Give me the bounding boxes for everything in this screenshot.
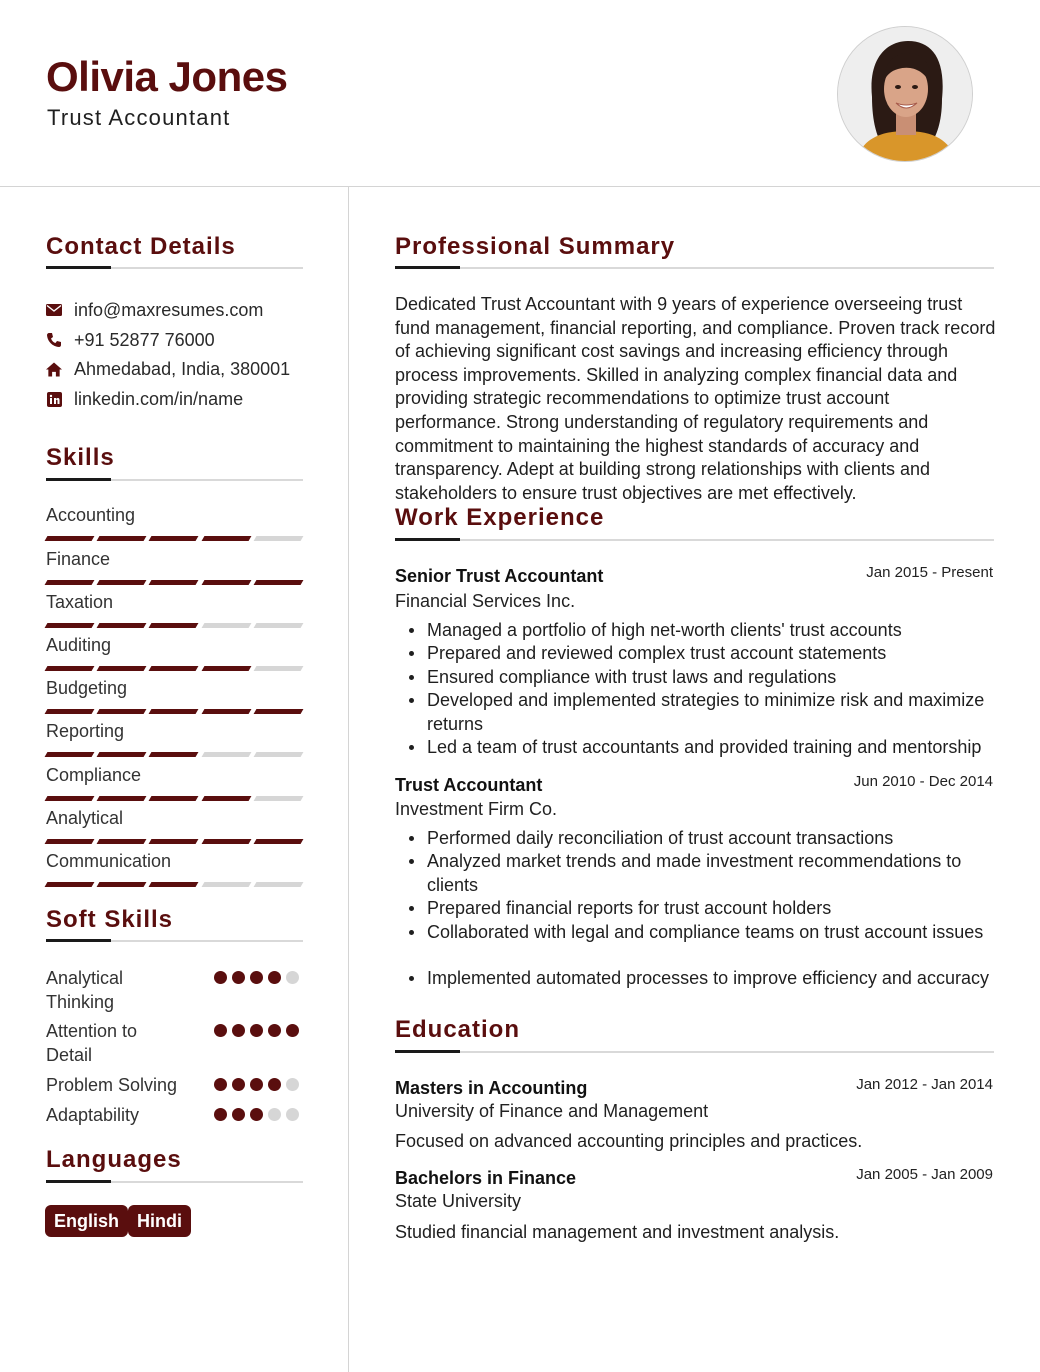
rating-dot <box>286 1078 299 1091</box>
experience-heading-rule <box>395 539 994 541</box>
contact-address <box>46 357 290 381</box>
envelope-icon <box>46 302 62 318</box>
degree-title: Masters in Accounting <box>395 1078 588 1098</box>
languages-heading: Languages <box>46 1146 182 1173</box>
phone-icon <box>46 332 62 348</box>
skill-label: Accounting <box>46 505 136 525</box>
skill-level-segment <box>45 839 95 844</box>
contact-heading-rule <box>46 267 303 269</box>
soft-skill-label: Problem Solving <box>46 1075 178 1095</box>
skill-level-segment <box>45 666 95 671</box>
rating-dot <box>232 1024 245 1037</box>
skill-level-segment <box>97 666 147 671</box>
soft-skill-label: Attention to Detail <box>46 1021 138 1065</box>
profile-photo-illustration <box>838 27 973 162</box>
contact-email[interactable] <box>46 298 263 322</box>
skill-label: Budgeting <box>46 678 128 698</box>
skills-heading: Skills <box>46 444 115 471</box>
rating-dot <box>232 971 245 984</box>
skill-level-segment <box>201 580 251 585</box>
skill-level-segment <box>253 796 303 801</box>
profile-photo <box>837 26 973 162</box>
skill-level-segment <box>97 839 147 844</box>
skill-level-segment <box>201 623 251 628</box>
skill-level-segment <box>253 882 303 887</box>
skill-level-segment <box>201 666 251 671</box>
job-bullet: Managed a portfolio of high net-worth clients' trust accounts <box>409 619 1004 642</box>
skill-level-segment <box>149 752 199 757</box>
contact-linkedin-text: linkedin.com/in/name <box>74 388 244 409</box>
job-bullet: Led a team of trust accountants and provided training and mentorship <box>409 736 1004 759</box>
column-divider <box>348 187 349 1372</box>
soft-skills-heading-rule <box>46 940 303 942</box>
skill-label: Reporting <box>46 721 125 741</box>
rating-dot <box>250 1078 263 1091</box>
contact-phone-text: +91 52877 76000 <box>74 329 215 350</box>
skill-level-segment <box>201 752 251 757</box>
job-bullet: Performed daily reconciliation of trust account transactions <box>409 827 1004 850</box>
skill-level-segment <box>253 623 303 628</box>
soft-skills-heading: Soft Skills <box>46 906 174 933</box>
rating-dot <box>268 1078 281 1091</box>
job-date: Jun 2010 - Dec 2014 <box>853 773 993 790</box>
language-badge: Hindi <box>128 1205 191 1237</box>
rating-dot <box>268 1024 281 1037</box>
job-bullet: Prepared financial reports for trust account holders <box>409 897 1004 920</box>
rating-dot <box>214 971 227 984</box>
job-bullet: Collaborated with legal and compliance teams on trust account issues <box>409 921 1004 944</box>
skill-level-segment <box>97 536 147 541</box>
rating-dot <box>232 1108 245 1121</box>
skill-level-segment <box>45 623 95 628</box>
skill-level-segment <box>45 580 95 585</box>
rating-dot <box>250 1108 263 1121</box>
rating-dot <box>268 1108 281 1121</box>
rating-dot <box>250 971 263 984</box>
skill-level-segment <box>253 709 303 714</box>
skill-level-segment <box>253 839 303 844</box>
skill-level-bar <box>46 752 302 757</box>
soft-skill-rating <box>214 1108 299 1121</box>
skill-level-bar <box>46 839 302 844</box>
job-date: Jan 2015 - Present <box>866 564 993 581</box>
rating-dot <box>232 1078 245 1091</box>
home-icon <box>46 361 62 377</box>
rating-dot <box>214 1078 227 1091</box>
skill-level-segment <box>253 752 303 757</box>
soft-skill-label: Adaptability <box>46 1105 140 1125</box>
skill-level-segment <box>97 623 147 628</box>
skill-level-bar <box>46 623 302 628</box>
skill-level-segment <box>45 796 95 801</box>
languages-heading-rule <box>46 1181 303 1183</box>
job-bullet: Developed and implemented strategies to minimize risk and maximize returns <box>409 689 1004 736</box>
skill-level-bar <box>46 580 302 585</box>
skill-level-segment <box>253 580 303 585</box>
skill-level-segment <box>45 882 95 887</box>
skill-level-segment <box>253 536 303 541</box>
school-name: University of Finance and Management <box>395 1101 709 1121</box>
job-bullet: Analyzed market trends and made investment recommendations to clients <box>409 850 1004 897</box>
degree-description: Studied financial management and investment analysis. <box>395 1222 840 1242</box>
candidate-title: Trust Accountant <box>47 105 231 130</box>
skill-label: Communication <box>46 851 172 871</box>
job-title: Trust Accountant <box>395 775 543 795</box>
contact-address-text: Ahmedabad, India, 380001 <box>74 358 291 379</box>
contact-heading: Contact Details <box>46 233 236 260</box>
education-heading: Education <box>395 1016 521 1043</box>
rating-dot <box>286 971 299 984</box>
rating-dot <box>214 1024 227 1037</box>
skill-level-segment <box>149 536 199 541</box>
experience-heading: Work Experience <box>395 504 605 531</box>
skill-label: Analytical <box>46 808 124 828</box>
skill-level-segment <box>149 623 199 628</box>
soft-skill-rating <box>214 971 299 984</box>
job-bullet: Prepared and reviewed complex trust account statements <box>409 642 1004 665</box>
skills-heading-rule <box>46 479 303 481</box>
linkedin-icon <box>46 391 62 407</box>
skill-level-segment <box>97 752 147 757</box>
job-bullets <box>409 827 1004 990</box>
school-name: State University <box>395 1191 522 1211</box>
soft-skill-rating <box>214 1024 299 1037</box>
skill-level-segment <box>45 752 95 757</box>
skill-level-segment <box>97 796 147 801</box>
job-bullet: Ensured compliance with trust laws and regulations <box>409 666 1004 689</box>
summary-heading: Professional Summary <box>395 233 676 260</box>
job-bullet: Implemented automated processes to improve efficiency and accuracy <box>409 967 1004 990</box>
skill-level-segment <box>97 580 147 585</box>
degree-title: Bachelors in Finance <box>395 1168 577 1188</box>
soft-skill-rating <box>214 1078 299 1091</box>
rating-dot <box>286 1024 299 1037</box>
job-bullets <box>409 619 1004 759</box>
skill-level-segment <box>201 882 251 887</box>
skill-label: Auditing <box>46 635 112 655</box>
soft-skill-label: Analytical Thinking <box>46 968 124 1012</box>
degree-date: Jan 2012 - Jan 2014 <box>856 1076 993 1093</box>
degree-description: Focused on advanced accounting principles and practices. <box>395 1131 863 1151</box>
degree-date: Jan 2005 - Jan 2009 <box>856 1166 993 1183</box>
skill-label: Compliance <box>46 765 142 785</box>
skill-label: Taxation <box>46 592 114 612</box>
candidate-name: Olivia Jones <box>46 53 288 100</box>
language-badge: English <box>45 1205 128 1237</box>
contact-phone[interactable] <box>46 328 215 352</box>
skill-level-segment <box>201 839 251 844</box>
rating-dot <box>250 1024 263 1037</box>
skill-level-segment <box>149 796 199 801</box>
job-company: Financial Services Inc. <box>395 591 576 611</box>
skill-level-bar <box>46 666 302 671</box>
skill-level-segment <box>149 839 199 844</box>
job-title: Senior Trust Accountant <box>395 566 604 586</box>
skill-level-segment <box>253 666 303 671</box>
contact-linkedin[interactable] <box>46 387 243 411</box>
skill-level-segment <box>149 580 199 585</box>
skill-label: Finance <box>46 549 111 569</box>
rating-dot <box>286 1108 299 1121</box>
rating-dot <box>214 1108 227 1121</box>
contact-email-text: info@maxresumes.com <box>74 299 264 320</box>
skill-level-bar <box>46 536 302 541</box>
education-heading-rule <box>395 1051 994 1053</box>
skill-level-segment <box>149 666 199 671</box>
skill-level-segment <box>149 709 199 714</box>
skill-level-segment <box>149 882 199 887</box>
skill-level-bar <box>46 709 302 714</box>
skill-level-segment <box>201 796 251 801</box>
summary-text: Dedicated Trust Accountant with 9 years of experience overseeing trust fund management, financial reporting, and compliance. Proven track record of achieving significant cost savings and increasing efficiency through process improvements. Skilled in analyzing complex financial data and providing strategic recommendations to optimize trust account performance. Strong understanding of regulatory requirements and commitment to maintaining the highest standards of accuracy and transparency. Adept at building strong relationships with clients and stakeholders to ensure trust objectives are met effectively. <box>395 294 996 503</box>
skill-level-segment <box>45 709 95 714</box>
job-company: Investment Firm Co. <box>395 799 558 819</box>
skill-level-segment <box>45 536 95 541</box>
skill-level-segment <box>201 709 251 714</box>
skill-level-segment <box>201 536 251 541</box>
resume-header <box>0 0 1040 187</box>
skill-level-segment <box>97 709 147 714</box>
skill-level-segment <box>97 882 147 887</box>
skill-level-bar <box>46 796 302 801</box>
summary-heading-rule <box>395 267 994 269</box>
rating-dot <box>268 971 281 984</box>
skill-level-bar <box>46 882 302 887</box>
